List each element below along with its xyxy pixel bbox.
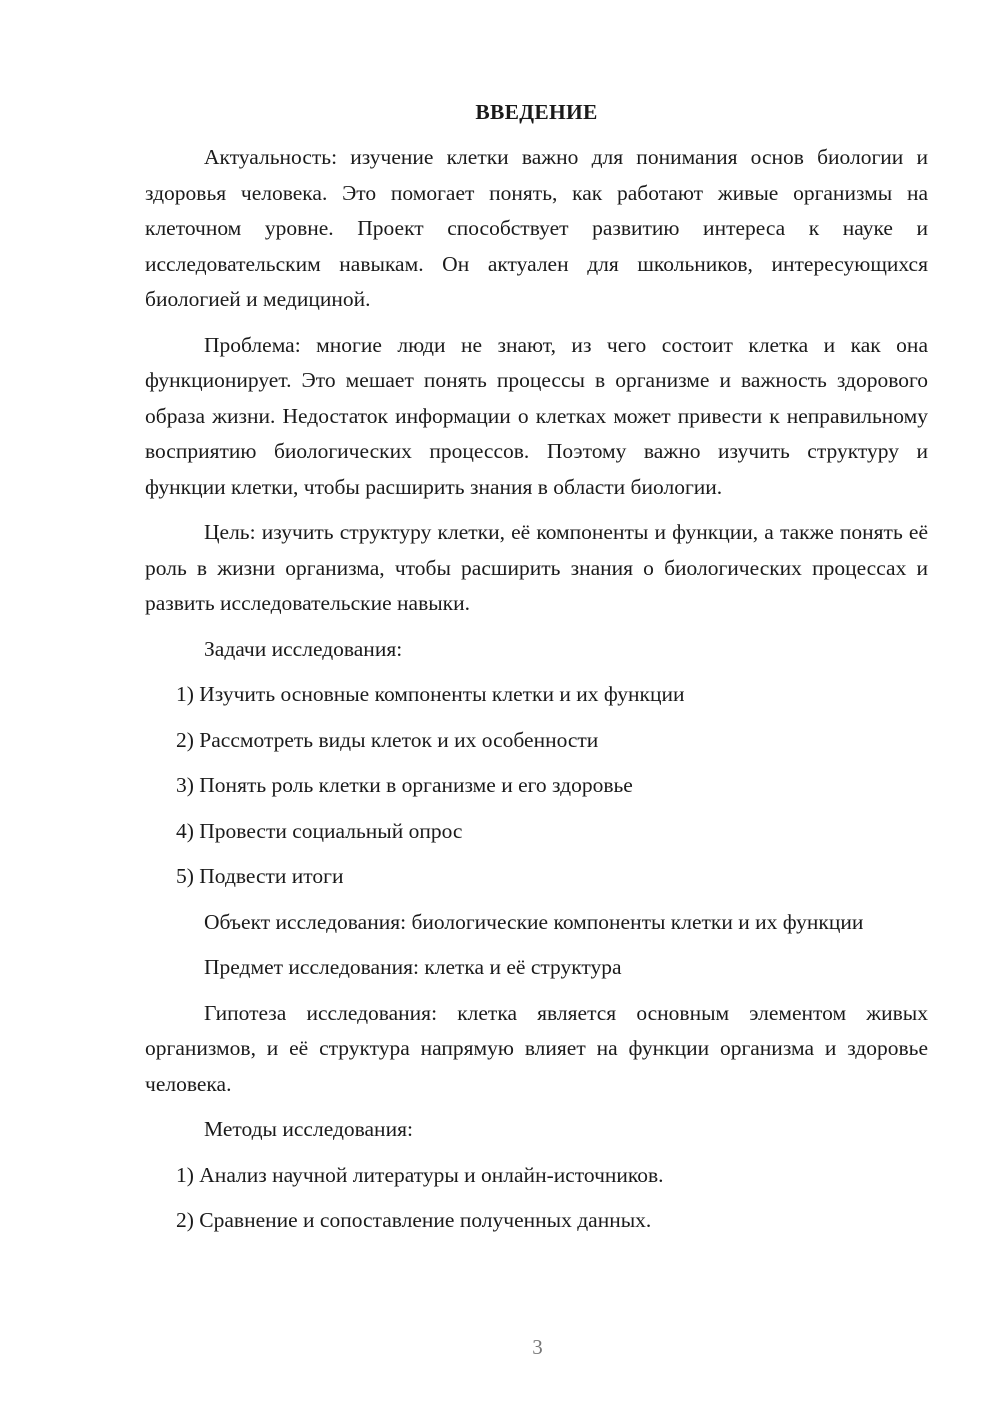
problem-paragraph: Проблема: многие люди не знают, из чего состоит клетка и как она функционирует. Это мешает понять процессы в организме и важность здорового образа жизни. Недостаток информации о клетках может привести к неправильному восприятию биологических процессов. Поэтому важно изучить структуру и функции клетки, чтобы расширить знания в области биологии. xyxy=(145,332,928,499)
object-paragraph: Объект исследования: биологические компоненты клетки и их функции xyxy=(204,909,864,934)
task-item: 3) Понять роль клетки в организме и его здоровье xyxy=(176,773,633,797)
task-item: 1) Изучить основные компоненты клетки и их функции xyxy=(176,682,685,706)
task-item: 5) Подвести итоги xyxy=(176,864,344,888)
page-number: 3 xyxy=(532,1335,543,1359)
method-item: 1) Анализ научной литературы и онлайн-источников. xyxy=(176,1162,664,1187)
document-page xyxy=(145,95,928,1239)
methods-heading: Методы исследования: xyxy=(204,1117,413,1141)
method-item: 2) Сравнение и сопоставление полученных данных. xyxy=(176,1208,652,1232)
task-item: 4) Провести социальный опрос xyxy=(176,818,463,843)
goal-paragraph: Цель: изучить структуру клетки, её компоненты и функции, а также понять её роль в жизни организма, чтобы расширить знания о биологических процессах и развить исследовательские навыки. xyxy=(145,520,928,615)
tasks-heading: Задачи исследования: xyxy=(204,636,403,661)
task-item: 2) Рассмотреть виды клеток и их особенности xyxy=(176,727,599,752)
subject-paragraph: Предмет исследования: клетка и её структура xyxy=(204,955,622,979)
relevance-paragraph: Актуальность: изучение клетки важно для понимания основ биологии и здоровья человека. Это помогает понять, как работают живые организмы на клеточном уровне. Проект способствует развитию интереса к науке и исследовательским навыкам. Он актуален для школьников, интересующихся биологией и медициной. xyxy=(145,145,928,311)
section-title: ВВЕДЕНИЕ xyxy=(475,100,598,124)
hypothesis-paragraph: Гипотеза исследования: клетка является основным элементом живых организмов, и её структура напрямую влияет на функции организма и здоровье человека. xyxy=(145,1000,928,1096)
